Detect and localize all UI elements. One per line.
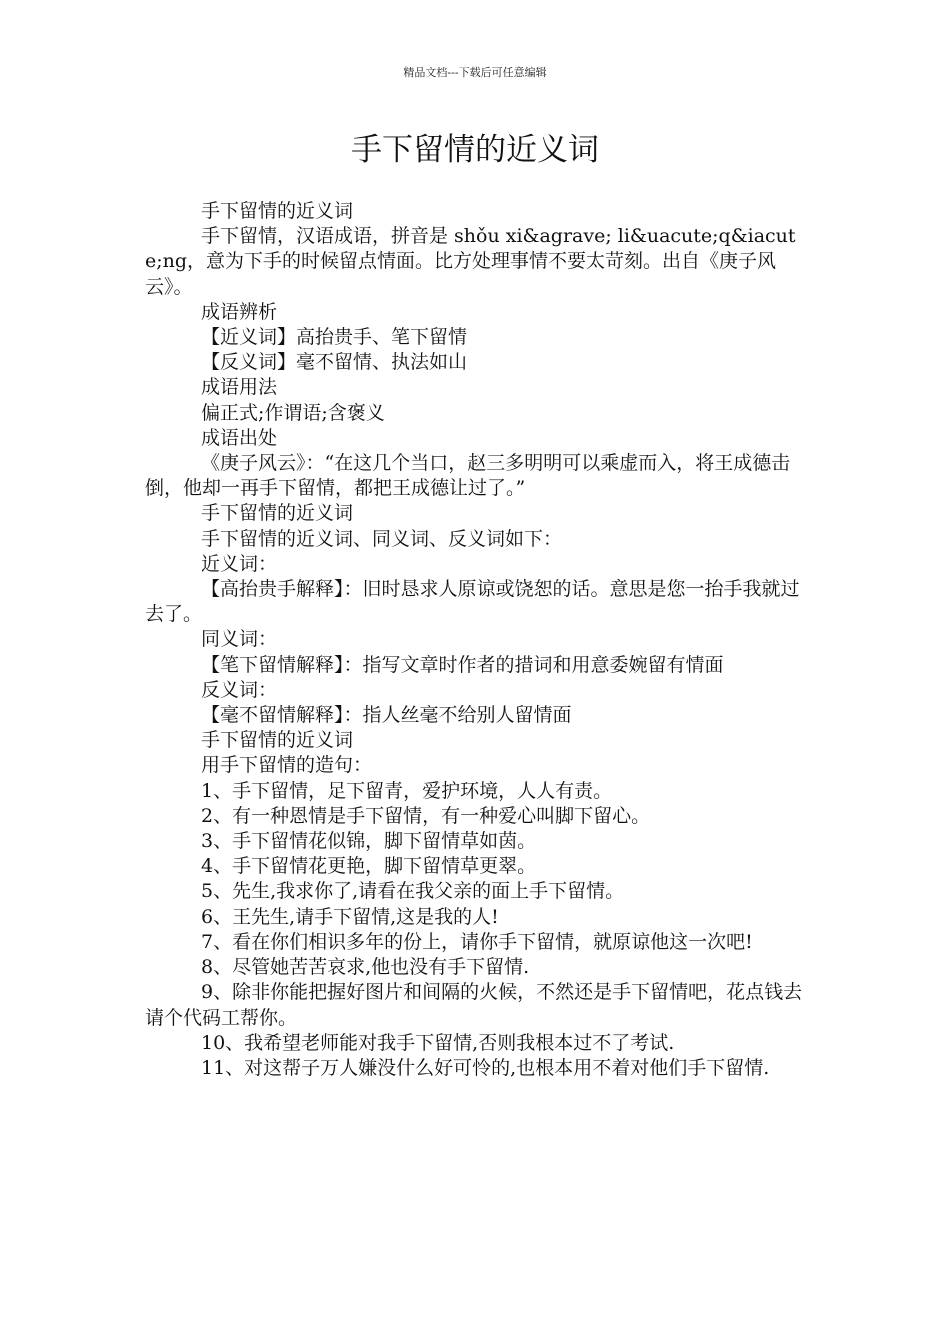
paragraph: 【毫不留情解释】：指人丝毫不给别人留情面 [201, 704, 572, 727]
paragraph: 【反义词】毫不留情、执法如山 [201, 351, 468, 374]
paragraph: 5、先生,我求你了,请看在我父亲的面上手下留情。 [201, 880, 625, 903]
paragraph: 11、对这帮子万人嫌没什么好可怜的,也根本用不着对他们手下留情. [201, 1056, 770, 1079]
paragraph: 反义词： [201, 678, 278, 701]
paragraph: 8、尽管她苦苦哀求,他也没有手下留情. [201, 956, 530, 979]
document-body [145, 199, 810, 1081]
paragraph: 手下留情的近义词 [201, 729, 354, 752]
paragraph: 2、有一种恩情是手下留情，有一种爱心叫脚下留心。 [201, 804, 651, 827]
paragraph: 成语辨析 [201, 300, 278, 323]
paragraph: 10、我希望老师能对我手下留情,否则我根本过不了考试. [201, 1031, 675, 1054]
paragraph: 1、手下留情，足下留青，爱护环境，人人有责。 [201, 779, 613, 802]
paragraph: 偏正式;作谓语;含褒义 [201, 401, 385, 424]
document-title: 手下留情的近义词 [351, 132, 599, 168]
paragraph: 6、王先生,请手下留情,这是我的人! [201, 905, 499, 928]
paragraph: 【高抬贵手解释】：旧时恳求人原谅或饶恕的话。意思是您一抬手我就过去了。 [145, 578, 800, 626]
paragraph: 手下留情，汉语成语，拼音是 shǒu xi&agrave; li&uacute;q&iacute;ng，意为下手的时候留点情面。比方处理事情不要太苛刻。出自《庚子风云》。 [145, 225, 796, 298]
paragraph: 【近义词】高抬贵手、笔下留情 [201, 326, 468, 349]
paragraph: 9、除非你能把握好图片和间隔的火候，不然还是手下留情吧，花点钱去请个代码工帮你。 [145, 981, 803, 1029]
paragraph: 手下留情的近义词 [201, 502, 354, 525]
paragraph: 手下留情的近义词、同义词、反义词如下： [201, 527, 563, 550]
paragraph: 成语出处 [201, 426, 278, 449]
paragraph: 手下留情的近义词 [201, 200, 354, 222]
paragraph: 7、看在你们相识多年的份上，请你手下留情，就原谅他这一次吧! [201, 930, 753, 953]
page-header: 精品文档---下载后可任意编辑 [403, 66, 547, 79]
paragraph: 同义词： [201, 628, 278, 651]
paragraph: 【笔下留情解释】：指写文章时作者的措词和用意委婉留有情面 [201, 653, 724, 676]
paragraph: 近义词： [201, 552, 278, 575]
paragraph: 4、手下留情花更艳，脚下留情草更翠。 [201, 855, 537, 878]
paragraph: 成语用法 [201, 376, 278, 399]
paragraph: 《庚子风云》：“在这几个当口，赵三多明明可以乘虚而入，将王成德击倒，他却一再手下留情，都把王成德让过了。” [145, 452, 791, 500]
paragraph: 用手下留情的造句： [201, 754, 373, 777]
paragraph: 3、手下留情花似锦，脚下留情草如茵。 [201, 830, 537, 853]
